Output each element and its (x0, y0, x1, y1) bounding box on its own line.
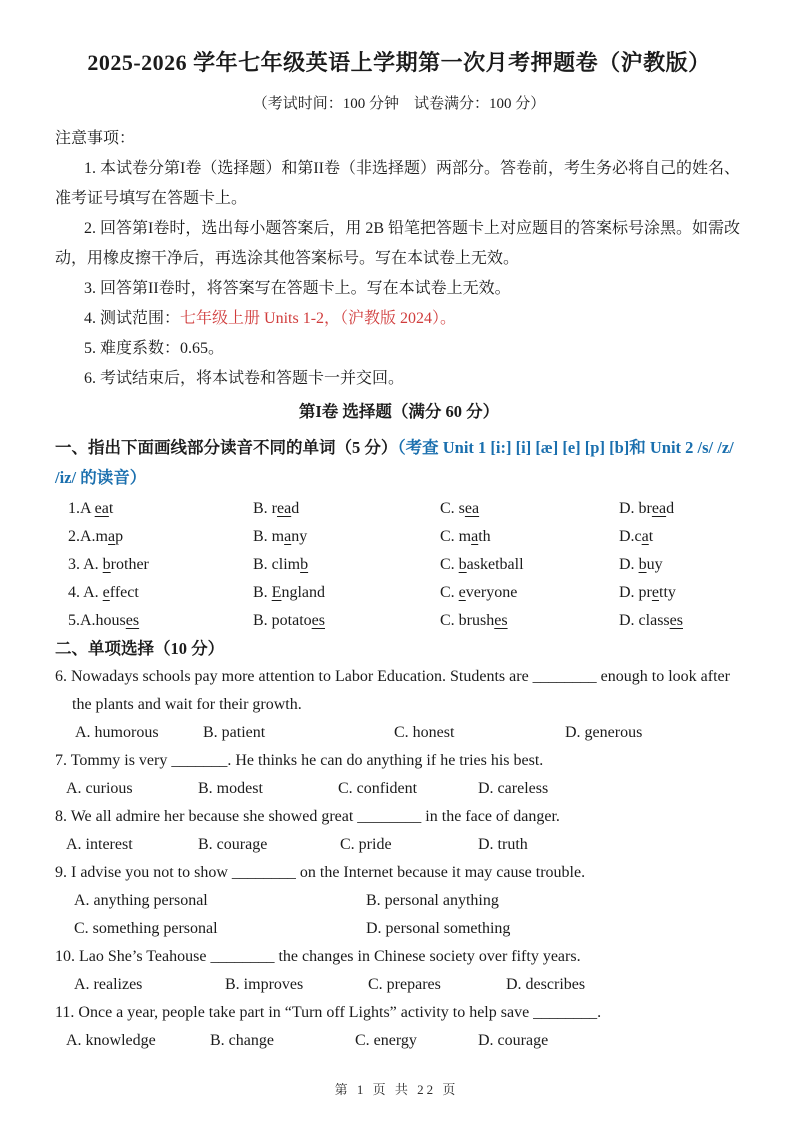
word-post: p (115, 528, 124, 545)
underlined-letters: e (651, 584, 659, 601)
word-post: t (108, 500, 114, 517)
word-post: ny (291, 528, 308, 545)
option-item: A. humorous (75, 724, 159, 741)
underlined-letters: b (638, 556, 647, 573)
word-pre: C. (440, 584, 459, 601)
option-item: D. courage (478, 1032, 549, 1049)
word-pre: C. m (440, 528, 472, 545)
question-text: 11. Once a year, people take part in “Turn off Lights” activity to help save ________. (55, 1004, 602, 1021)
phonics-option (619, 579, 743, 607)
exam-scope-highlight: 七年级上册 Units 1-2，（沪教版 2024）。 (180, 310, 457, 327)
options-row (66, 831, 743, 859)
word-post: veryone (465, 584, 518, 601)
phonics-option (440, 523, 619, 551)
underlined-letters: a (641, 528, 649, 545)
option-item: C. energy (355, 1032, 417, 1049)
option-item: D. personal something (366, 920, 511, 937)
underlined-letters: b (300, 556, 309, 573)
underlined-letters: es (669, 612, 683, 629)
option-item: B. improves (225, 976, 304, 993)
question-text: 10. Lao She’s Teahouse ________ the changes in Chinese society over fifty years. (55, 948, 581, 965)
notice-item: 3. 回答第II卷时，将答案写在答题卡上。写在本试卷上无效。 (84, 280, 511, 297)
phonics-option (68, 523, 253, 551)
word-pre: D. (619, 556, 639, 573)
phonics-option (440, 607, 619, 635)
section1-heading (55, 433, 743, 493)
phonics-option (619, 523, 743, 551)
underlined-letters: a (108, 528, 116, 545)
option-item: D. generous (565, 724, 643, 741)
phonics-option (68, 607, 253, 635)
option-item: D. truth (478, 836, 528, 853)
question-text: 9. I advise you not to show ________ on the Internet because it may cause trouble. (55, 864, 586, 881)
phonics-option (253, 551, 440, 579)
notice-item: 6. 考试结束后，将本试卷和答题卡一并交回。 (84, 370, 405, 387)
underlined-letters: ea (277, 500, 292, 517)
options-row (74, 971, 743, 999)
phonics-option (619, 495, 743, 523)
phonics-row (68, 495, 743, 523)
phonics-option (440, 495, 619, 523)
phonics-option (253, 607, 440, 635)
exam-meta: （考试时间：100 分钟 试卷满分：100 分） (252, 96, 546, 112)
option-item: B. courage (198, 836, 268, 853)
question-text: 6. Nowadays schools pay more attention to Labor Education. Students are ________ enough to look after the plants and wait for their growth. (55, 668, 730, 713)
phonics-row (68, 523, 743, 551)
word-pre: D. class (619, 612, 670, 629)
word-pre: B. clim (253, 556, 301, 573)
phonics-option (68, 551, 253, 579)
word-pre: D.c (619, 528, 642, 545)
word-post: t (648, 528, 654, 545)
word-pre: B. (253, 584, 272, 601)
option-item: B. modest (198, 780, 263, 797)
word-pre: 4. A. (68, 584, 103, 601)
underlined-letters: b (102, 556, 111, 573)
underlined-letters: E (271, 584, 282, 601)
phonics-row (68, 551, 743, 579)
underlined-letters: a (284, 528, 292, 545)
notice-item: 5. 难度系数：0.65。 (84, 340, 225, 357)
word-pre: B. r (253, 500, 277, 517)
notice-item: 2. 回答第I卷时，选出每小题答案后，用 2B 铅笔把答题卡上对应题目的答案标号涂黑。如需改动，用橡皮擦干净后，再选涂其他答案标号。写在本试卷上无效。 (55, 220, 741, 267)
section1-heading-note: （考查 Unit 1 [i:] [i] [æ] [e] [p] [b]和 Unit 2 /s/ /z/ /iz/ 的读音） (55, 438, 734, 487)
word-pre: 5.A.hous (68, 612, 126, 629)
underlined-letters: ea (94, 500, 109, 517)
option-item: C. confident (338, 780, 418, 797)
word-post: tty (659, 584, 676, 601)
underlined-letters: e (102, 584, 110, 601)
word-post: uy (646, 556, 663, 573)
word-pre: B. m (253, 528, 285, 545)
section2-heading: 二、单项选择（10 分） (55, 639, 225, 658)
word-pre: 2.A.m (68, 528, 108, 545)
word-pre: C. (440, 556, 459, 573)
option-item: A. anything personal (74, 892, 208, 909)
phonics-option (619, 551, 743, 579)
option-item: A. realizes (74, 976, 143, 993)
section1-heading-main: 一、指出下面画线部分读音不同的单词（5 分） (55, 438, 398, 457)
option-item: C. honest (394, 724, 455, 741)
underlined-letters: ea (464, 500, 480, 517)
word-pre: C. s (440, 500, 465, 517)
word-pre: C. brush (440, 612, 495, 629)
word-post: d (666, 500, 675, 517)
phonics-option (440, 579, 619, 607)
word-pre: D. pr (619, 584, 652, 601)
underlined-letters: e (458, 584, 466, 601)
option-item: A. curious (66, 780, 133, 797)
options-row (74, 887, 743, 943)
phonics-question-list (68, 495, 743, 635)
phonics-option (253, 495, 440, 523)
option-item: D. careless (478, 780, 549, 797)
option-item: A. knowledge (66, 1032, 156, 1049)
underlined-letters: a (471, 528, 479, 545)
underlined-letters: ea (651, 500, 667, 517)
word-pre: D. br (619, 500, 652, 517)
notice-item (55, 304, 743, 334)
phonics-row (68, 607, 743, 635)
underlined-letters: b (458, 556, 467, 573)
underlined-letters: es (311, 612, 325, 629)
word-post: asketball (466, 556, 524, 573)
word-post: d (291, 500, 300, 517)
option-item: B. personal anything (366, 892, 499, 909)
word-pre: B. potato (253, 612, 312, 629)
notices-label: 注意事项： (55, 130, 136, 147)
option-item: B. patient (203, 724, 266, 741)
phonics-option (253, 579, 440, 607)
phonics-option (68, 495, 253, 523)
notice-item: 1. 本试卷分第I卷（选择题）和第II卷（非选择题）两部分。答卷前，考生务必将自己的姓名、准考证号填写在答题卡上。 (55, 160, 740, 207)
phonics-option (68, 579, 253, 607)
word-post: ffect (109, 584, 139, 601)
underlined-letters: es (494, 612, 508, 629)
page-title: 2025-2026 学年七年级英语上学期第一次月考押题卷（沪教版） (87, 50, 711, 75)
notice-prefix: 4. 测试范围： (84, 310, 181, 327)
question-text: 8. We all admire her because she showed great ________ in the face of danger. (55, 808, 560, 825)
option-item: C. pride (340, 836, 392, 853)
phonics-row (68, 579, 743, 607)
underlined-letters: es (125, 612, 140, 629)
phonics-option (440, 551, 619, 579)
option-item: C. prepares (368, 976, 441, 993)
word-pre: 3. A. (68, 556, 103, 573)
word-post: th (478, 528, 491, 545)
option-item: D. describes (506, 976, 586, 993)
option-item: C. something personal (74, 920, 218, 937)
options-row (75, 719, 743, 747)
page-footer: 第 1 页 共 22 页 (334, 1082, 459, 1097)
part1-heading: 第I卷 选择题（满分 60 分） (298, 402, 500, 421)
phonics-option (619, 607, 743, 635)
word-post: rother (110, 556, 149, 573)
option-item: B. change (210, 1032, 274, 1049)
option-item: A. interest (66, 836, 133, 853)
word-post: ngland (281, 584, 325, 601)
word-pre: 1.A (68, 500, 95, 517)
options-row (66, 1027, 743, 1055)
phonics-option (253, 523, 440, 551)
question-text: 7. Tommy is very _______. He thinks he can do anything if he tries his best. (55, 752, 544, 769)
options-row (66, 775, 743, 803)
